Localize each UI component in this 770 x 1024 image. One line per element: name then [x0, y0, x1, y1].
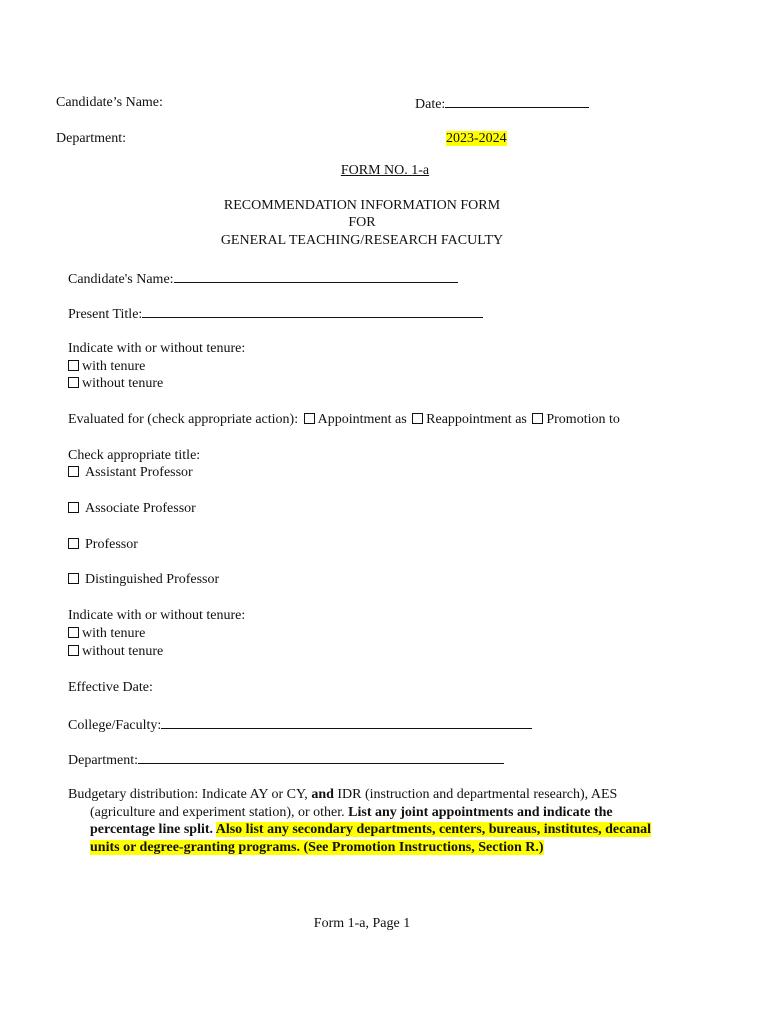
budgetary-distribution-paragraph [68, 786, 708, 856]
form-title-line3: GENERAL TEACHING/RESEARCH FACULTY [220, 233, 504, 248]
date-field[interactable] [415, 94, 589, 113]
form-number: FORM NO. 1-a [340, 163, 430, 178]
college-faculty-blank[interactable] [161, 715, 532, 729]
check-title-label: Check appropriate title: [68, 448, 201, 463]
distinguished-professor-label: Distinguished Professor [85, 572, 220, 587]
year-text: 2023-2024 [446, 131, 507, 146]
professor-option[interactable] [68, 536, 138, 553]
assistant-professor-label: Assistant Professor [85, 465, 193, 480]
with-tenure-option-1[interactable] [68, 358, 145, 375]
page-footer: Form 1-a, Page 1 [313, 916, 411, 931]
reappointment-label: Reappointment as [426, 412, 527, 427]
budget-bold-2: percentage line split. [90, 822, 216, 837]
candidate-name-blank[interactable] [174, 269, 458, 283]
tenure-label-2: Indicate with or without tenure: [68, 608, 246, 623]
with-tenure-checkbox-2[interactable] [68, 627, 79, 638]
department-field-label: Department: [68, 753, 138, 768]
with-tenure-checkbox-1[interactable] [68, 360, 79, 371]
budget-bold-1: List any joint appointments and indicate the [348, 804, 613, 820]
college-faculty-label: College/Faculty: [68, 718, 162, 733]
date-blank[interactable] [445, 94, 589, 108]
candidate-name-field[interactable] [68, 269, 458, 288]
present-title-blank[interactable] [142, 304, 483, 318]
assistant-professor-option[interactable] [68, 464, 193, 481]
budget-text-1: Budgetary distribution: Indicate AY or CY, [68, 787, 312, 802]
without-tenure-label-1: without tenure [82, 376, 164, 391]
tenure-label-1: Indicate with or without tenure: [68, 341, 246, 356]
budget-highlight-2: units or degree-granting programs. (See Promotion Instructions, Section R.) [90, 839, 544, 855]
assistant-professor-checkbox[interactable] [68, 466, 79, 477]
without-tenure-checkbox-2[interactable] [68, 645, 79, 656]
candidate-name-label: Candidate’s Name: [56, 95, 163, 110]
without-tenure-option-2[interactable] [68, 643, 163, 660]
budget-highlight-1: Also list any secondary departments, centers, bureaus, institutes, decanal [215, 822, 652, 837]
distinguished-professor-checkbox[interactable] [68, 573, 79, 584]
year-highlight [446, 130, 507, 147]
budget-line-3 [68, 821, 708, 839]
promotion-label: Promotion to [546, 412, 620, 427]
department-label: Department: [56, 131, 126, 146]
budget-line-2 [68, 804, 708, 822]
form-title-line1: RECOMMENDATION INFORMATION FORM [223, 198, 501, 213]
budget-text-2: IDR (instruction and departmental research), AES [333, 787, 618, 802]
associate-professor-label: Associate Professor [85, 501, 196, 516]
associate-professor-option[interactable] [68, 500, 196, 517]
with-tenure-label-1: with tenure [82, 359, 146, 374]
evaluated-for-row [68, 411, 620, 428]
present-title-field[interactable] [68, 304, 483, 323]
effective-date-label: Effective Date: [68, 680, 153, 695]
appointment-label: Appointment as [317, 412, 407, 427]
present-title-label: Present Title: [68, 307, 143, 322]
with-tenure-option-2[interactable] [68, 625, 145, 642]
associate-professor-checkbox[interactable] [68, 502, 79, 513]
college-faculty-field[interactable] [68, 715, 532, 734]
reappointment-checkbox[interactable] [412, 413, 423, 424]
without-tenure-label-2: without tenure [82, 644, 164, 659]
budget-and: and [311, 787, 334, 802]
department-blank[interactable] [138, 750, 504, 764]
budget-line-4 [68, 839, 708, 857]
form-title-line2: FOR [348, 215, 376, 230]
budget-text-3: (agriculture and experiment station), or other. [90, 804, 349, 820]
professor-checkbox[interactable] [68, 538, 79, 549]
appointment-checkbox[interactable] [304, 413, 315, 424]
candidate-name-field-label: Candidate's Name: [68, 272, 174, 287]
department-field[interactable] [68, 750, 504, 769]
date-label: Date: [415, 97, 446, 112]
promotion-checkbox[interactable] [532, 413, 543, 424]
with-tenure-label-2: with tenure [82, 626, 146, 641]
without-tenure-checkbox-1[interactable] [68, 377, 79, 388]
professor-label: Professor [85, 537, 138, 552]
distinguished-professor-option[interactable] [68, 571, 219, 588]
evaluated-for-label: Evaluated for (check appropriate action): [68, 412, 299, 427]
without-tenure-option-1[interactable] [68, 375, 163, 392]
